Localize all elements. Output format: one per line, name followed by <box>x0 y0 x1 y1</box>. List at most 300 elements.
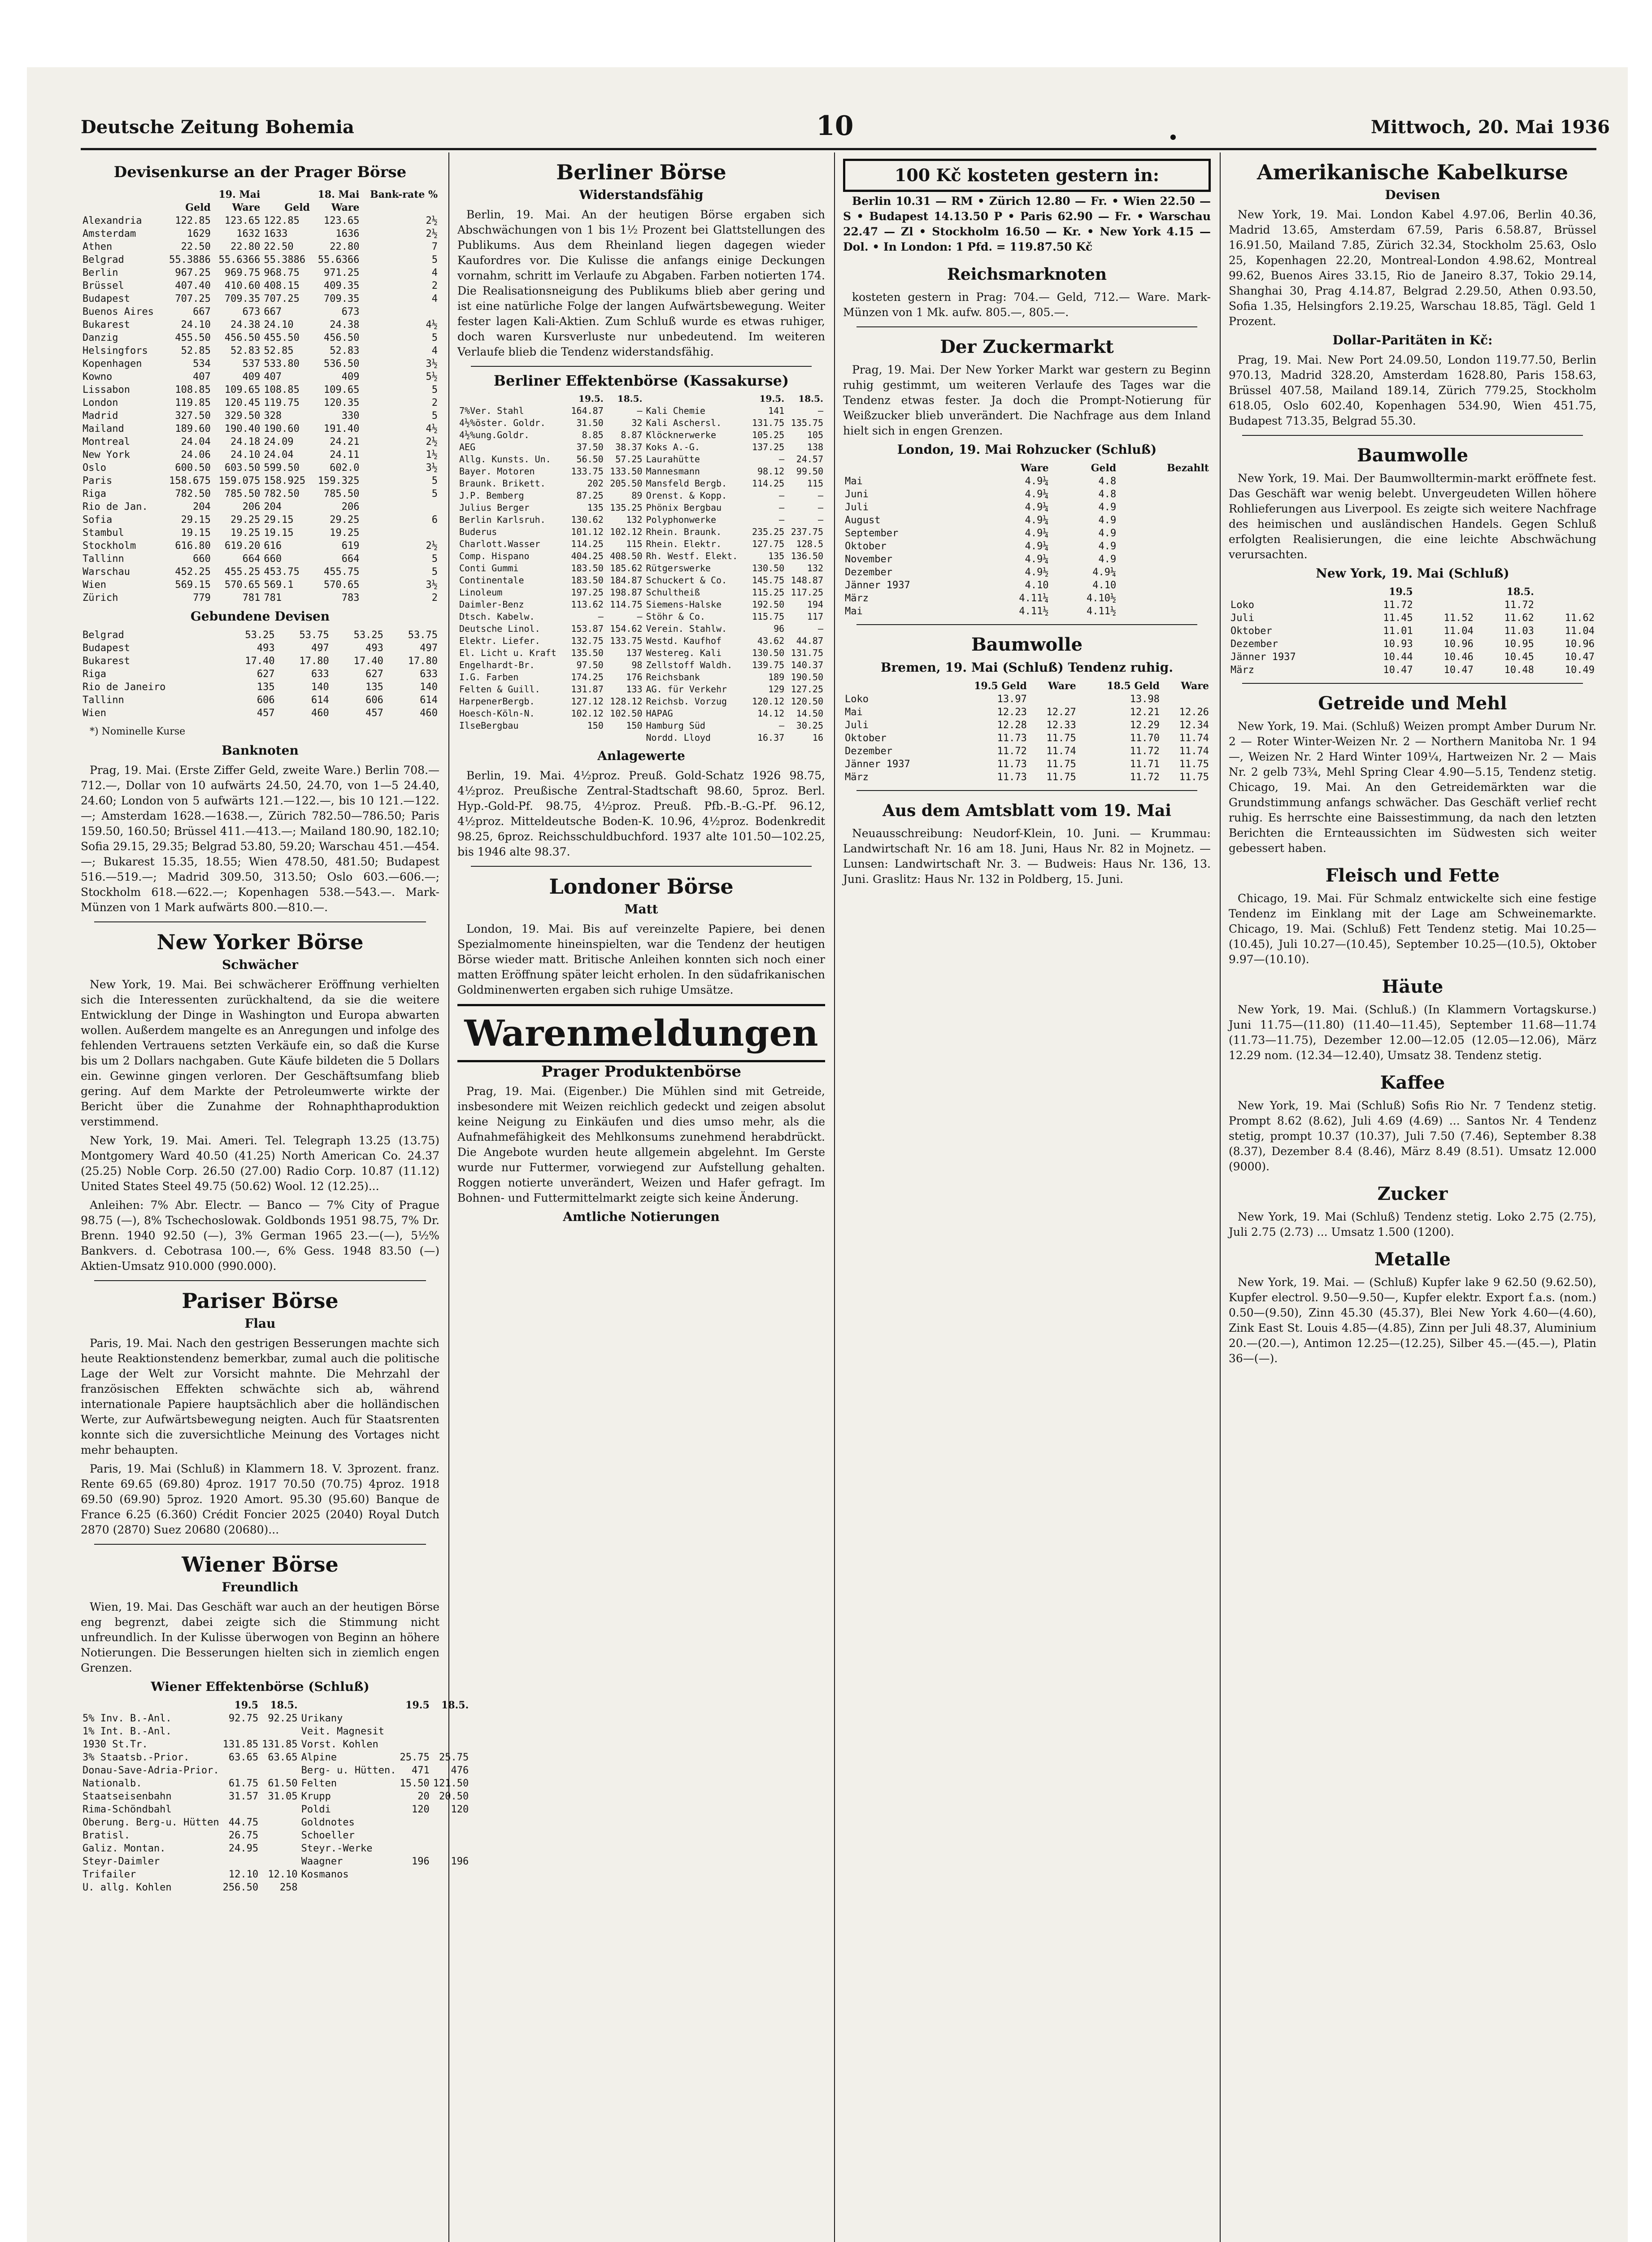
table-row <box>81 1738 470 1751</box>
table-cell: 105 <box>807 430 823 440</box>
table-cell: 127.25 <box>791 684 823 695</box>
table-cell: Loko <box>1230 600 1254 611</box>
kc-heading: 100 Kč kosteten gestern in: <box>843 159 1211 192</box>
table-cell: 4.9 <box>1098 554 1117 565</box>
paris-subtitle: Flau <box>244 1316 276 1331</box>
table-cell <box>1029 693 1078 706</box>
table-cell <box>260 1803 299 1816</box>
table-cell: Continentale <box>459 575 524 586</box>
notierungen-heading: Amtliche Notierungen <box>563 1209 720 1224</box>
table-cell <box>1536 599 1596 612</box>
header-cell <box>1415 586 1475 599</box>
table-cell: 258 <box>279 1882 298 1893</box>
table-cell: 108.85 <box>175 384 211 395</box>
table-cell: Belgrad <box>83 630 124 641</box>
table-cell: 11.72 <box>1383 600 1413 611</box>
table-row <box>81 1790 470 1803</box>
table-row <box>457 465 825 478</box>
table-cell: Vorst. Kohlen <box>301 1739 378 1750</box>
table-row <box>843 605 1211 618</box>
table-cell: 24.10 <box>181 319 211 330</box>
table-cell: — <box>779 514 785 525</box>
table-cell: 128.12 <box>610 696 643 707</box>
table-cell: Riga <box>83 669 106 680</box>
table-cell <box>398 1738 431 1751</box>
table-cell: 130.50 <box>752 647 785 658</box>
table-cell: Juli <box>845 502 869 513</box>
table-cell: 55.3886 <box>169 254 211 265</box>
table-cell: Reichsbank <box>646 672 700 682</box>
table-cell: 11.72 <box>997 746 1027 757</box>
table-cell: 627 <box>365 669 383 680</box>
table-cell: 131.85 <box>262 1739 298 1750</box>
table-cell: 409 <box>242 371 261 382</box>
table-cell: HAPAG <box>646 708 673 719</box>
table-cell: 196 <box>451 1856 469 1867</box>
table-cell: 22.50 <box>264 241 294 252</box>
table-cell: 12.10 <box>228 1869 259 1880</box>
table-cell: 17.80 <box>408 656 438 667</box>
table-cell: 5 <box>431 254 438 265</box>
table-cell: 135 <box>365 682 383 693</box>
table-cell: Verein. Stahlw. <box>646 623 727 634</box>
table-cell: Mai <box>845 606 863 617</box>
table-cell: Belgrad <box>83 254 124 265</box>
table-cell: 11.72 <box>1504 600 1534 611</box>
table-cell: 122.85 <box>264 215 300 226</box>
table-cell: 135.75 <box>791 417 823 428</box>
table-row <box>457 599 825 611</box>
table-cell: 5½ <box>426 371 438 382</box>
table-cell: Mansfeld Bergb. <box>646 478 727 489</box>
table-cell: 11.72 <box>1130 746 1160 757</box>
table-cell <box>398 1868 431 1881</box>
table-cell <box>398 1842 431 1855</box>
table-cell: Elektr. Liefer. <box>459 635 540 646</box>
table-cell: Stambul <box>83 527 124 539</box>
table-cell: 122.85 <box>175 215 211 226</box>
table-cell: 4.11½ <box>1019 606 1049 617</box>
table-cell: 12.28 <box>997 720 1027 731</box>
header-cell <box>644 393 747 405</box>
table-cell: 98.12 <box>757 466 785 477</box>
table-cell: 1632 <box>236 228 261 239</box>
table-cell: 128.5 <box>796 539 823 549</box>
table-row <box>81 1764 470 1777</box>
table-row <box>457 635 825 647</box>
table-row <box>81 331 439 344</box>
devisen-footnote: *) Nominelle Kurse <box>90 726 186 737</box>
table-cell <box>260 1816 299 1829</box>
table-cell: 31.50 <box>576 417 604 428</box>
table-cell: Juli <box>1230 613 1254 624</box>
table-row <box>81 1777 470 1790</box>
table-cell: 2½ <box>426 436 438 448</box>
table-cell: 709.35 <box>324 293 360 304</box>
table-cell: Orenst. & Kopp. <box>646 490 727 501</box>
table-row <box>81 292 439 305</box>
table-cell: Polyphonwerke <box>646 514 717 525</box>
table-cell: Kali Chemie <box>646 405 705 416</box>
table-cell: 11.74 <box>1179 733 1209 744</box>
table-cell <box>398 1829 431 1842</box>
table-cell: 148.87 <box>791 575 823 586</box>
dollar-paritaeten-text: Prag, 19. Mai. New Port 24.09.50, London 119.77.50, Berlin 970.13, Madrid 328.20, Amsterdam 1628.80, Paris 158.63, Brüssel 407.58, Mailand 189.14, Zürich 779.25, Stockholm 618.05, Oslo 602.40, Kopenhagen 534.90, Wien 451.75, Budapest 713.35, Belgrad 55.30. <box>1229 353 1596 427</box>
table-cell: Helsingfors <box>83 345 148 356</box>
table-cell: 99.50 <box>796 466 823 477</box>
table-cell: — <box>779 490 785 501</box>
divider <box>856 326 1197 327</box>
table-cell: 493 <box>365 643 383 654</box>
table-cell: Oberung. Berg-u. Hütten <box>83 1817 219 1828</box>
table-cell: 120.35 <box>324 397 360 408</box>
table-cell: Phönix Bergbau <box>646 502 722 513</box>
table-cell: — <box>817 623 823 634</box>
table-cell: 113.62 <box>571 599 604 610</box>
table-cell: — <box>817 405 823 416</box>
table-cell: AEG <box>459 442 476 452</box>
newyork-text-3: Anleihen: 7% Abr. Electr. — Banco — 7% City of Prague 98.75 (—), 8% Tschechoslowak. Goldbonds 1951 98.75, 7% Dr. Brenn. 1940 92.50 (—), 3% German 1965 23.—(—), 5½% Bankvers. d. Cebotrasa 100.—, 6% Gess. 1948 83.50 (—) Aktien-Umsatz 910.000 (990.000). <box>81 1199 439 1273</box>
table-cell: 4.9 <box>1098 528 1117 539</box>
zucker-ny-text: New York, 19. Mai (Schluß) Tendenz stetig. Loko 2.75 (2.75), Juli 2.75 (2.73) ... Umsatz 1.500 (1200). <box>1229 1210 1596 1238</box>
column-rule-3 <box>1220 152 1221 2242</box>
table-row <box>457 611 825 623</box>
table-cell: 38.37 <box>615 442 643 452</box>
page-number: 10 <box>816 110 854 142</box>
table-cell: 12.21 <box>1130 707 1160 718</box>
table-cell: März <box>845 593 869 604</box>
table-cell: 457 <box>256 708 275 719</box>
table-cell: 137.25 <box>752 442 785 452</box>
table-cell: Juli <box>845 720 869 731</box>
table-cell: Zürich <box>83 592 118 604</box>
table-cell: 29.15 <box>181 514 211 526</box>
table-row <box>81 409 439 422</box>
table-row <box>457 550 825 562</box>
reichsmark-heading: Reichsmarknoten <box>947 265 1107 284</box>
table-cell: Dezember <box>1230 639 1278 650</box>
table-cell: I.G. Farben <box>459 672 519 682</box>
table-cell: 2 <box>431 592 438 604</box>
table-cell: 456.50 <box>224 332 261 343</box>
table-cell: 176 <box>626 672 643 682</box>
table-cell: 3½ <box>426 579 438 591</box>
table-cell: 476 <box>451 1765 469 1776</box>
table-cell: 5 <box>431 475 438 487</box>
table-cell: 1½ <box>426 449 438 461</box>
table-cell: Julius Berger <box>459 502 530 513</box>
table-cell: 20.50 <box>439 1791 469 1802</box>
table-cell: 457 <box>365 708 383 719</box>
table-cell: 97.50 <box>576 660 604 670</box>
header-cell: Ware <box>1020 462 1049 474</box>
table-row <box>843 540 1211 553</box>
table-cell: 119.75 <box>264 397 300 408</box>
zucker-table-heading: London, 19. Mai Rohzucker (Schluß) <box>897 442 1157 457</box>
haute-text: New York, 19. Mai. (Schluß.) (In Klammern Vortagskurse.) Juni 11.75—(11.80) (11.40—11.45), September 11.68—11.74 (11.73—11.75), Dezember 12.00—12.05 (12.05—12.06), März 12.29 nom. (12.34—12.40), Umsatz 38. Tendenz stetig. <box>1229 1003 1596 1062</box>
table-cell: 190.40 <box>224 423 261 434</box>
table-cell: 120 <box>451 1804 469 1815</box>
table-cell: 12.26 <box>1179 707 1209 718</box>
table-row <box>81 539 439 552</box>
table-row <box>81 318 439 331</box>
table-cell: 452.25 <box>175 566 211 578</box>
table-row <box>1229 651 1596 664</box>
table-cell: 24.95 <box>228 1843 259 1854</box>
table-row <box>457 671 825 683</box>
table-cell: 627 <box>256 669 275 680</box>
table-cell: 206 <box>341 501 360 513</box>
table-cell: 785.50 <box>324 488 360 500</box>
table-cell: Wien <box>83 708 106 719</box>
table-cell: 131.85 <box>222 1739 259 1750</box>
table-cell: 19.15 <box>264 527 294 539</box>
table-cell: 24.06 <box>181 449 211 461</box>
table-cell: 150 <box>587 720 604 731</box>
table-cell: 12.10 <box>268 1869 298 1880</box>
table-cell: 11.45 <box>1383 613 1413 624</box>
table-cell: 8.85 <box>582 430 604 440</box>
table-cell: Oktober <box>1230 626 1272 637</box>
table-row <box>457 695 825 708</box>
table-cell: Mailand <box>83 423 124 434</box>
table-row <box>81 448 439 461</box>
table-cell: 4.10 <box>1092 580 1117 591</box>
table-cell: Westd. Kaufhof <box>646 635 722 646</box>
table-cell: 4.10 <box>1025 580 1049 591</box>
table-cell: 14.12 <box>757 708 785 719</box>
table-cell: 10.49 <box>1565 665 1595 676</box>
table-cell: 1930 St.Tr. <box>83 1739 148 1750</box>
table-cell: 4 <box>431 267 438 278</box>
table-cell: Allg. Kunsts. Un. <box>459 454 551 465</box>
table-row <box>81 422 439 435</box>
table-cell: Waagner <box>301 1856 343 1867</box>
table-cell: 174.25 <box>571 672 604 682</box>
waren-text: Prag, 19. Mai. (Eigenber.) Die Mühlen sind mit Getreide, insbesondere mit Weizen reichlich gedeckt und zeigen absolut keine Neigung zu Einkäufen und dies umso mehr, als die Aufnahmefähigkeit des Mehlkonsums zunehmend herabdrückt. Die Angebote wurden heute allgemein abgelehnt. Im Gerste wurde nur Futtermer, vorwiegend zur Aufstellung gehalten. Roggen notierte unverändert, Weizen und Hafer gefragt. Im Bohnen- und Futtermittelmarkt zeigte sich keine Änderung. <box>457 1085 825 1204</box>
table-cell: 25.75 <box>439 1752 469 1763</box>
table-cell: 619 <box>341 540 360 552</box>
table-cell <box>260 1764 299 1777</box>
table-cell: 4.8 <box>1098 489 1117 500</box>
table-cell: 493 <box>256 643 275 654</box>
table-cell: Lissabon <box>83 384 130 395</box>
table-cell: 22.50 <box>181 241 211 252</box>
divider <box>94 1544 426 1545</box>
table-row <box>81 1842 470 1855</box>
table-cell: 10.47 <box>1383 665 1413 676</box>
table-cell: Rhein. Braunk. <box>646 526 722 537</box>
header-cell: 19.5 Geld <box>974 680 1027 692</box>
wien-table <box>81 1699 470 1894</box>
table-cell: 782.50 <box>264 488 300 500</box>
header-cell <box>457 393 566 405</box>
table-cell: 132.75 <box>571 635 604 646</box>
table-cell: 25.75 <box>400 1752 430 1763</box>
table-cell: 460 <box>311 708 329 719</box>
london-text: London, 19. Mai. Bis auf vereinzelte Papiere, bei denen Spezialmomente hineinspielten, war die Tendenz der heutigen Börse wieder matt. Britische Anleihen konnten sich noch einer matten Eröffnung später leicht erholen. In den südafrikanischen Goldminenwerten ergaben sich ruhige Umsätze. <box>457 922 825 996</box>
table-cell: 407 <box>264 371 282 382</box>
table-cell: 11.73 <box>997 772 1027 783</box>
table-cell: 197.25 <box>571 587 604 598</box>
header-rule <box>81 148 1596 150</box>
table-cell: 11.71 <box>1130 759 1160 770</box>
table-cell: Paris <box>83 475 113 487</box>
table-cell: 19.15 <box>181 527 211 539</box>
divider <box>471 366 812 367</box>
table-cell: 115 <box>626 539 643 549</box>
table-cell: 52.83 <box>230 345 261 356</box>
table-cell: 619.20 <box>224 540 261 552</box>
zucker-table <box>843 462 1211 618</box>
table-row <box>81 474 439 487</box>
table-cell: 5 <box>431 332 438 343</box>
table-cell: 24.21 <box>330 436 360 448</box>
paris-text-2: Paris, 19. Mai (Schluß) in Klammern 18. V. 3prozent. franz. Rente 69.65 (69.80) 4proz. 1917 70.50 (70.75) 4proz. 1918 69.50 (69.90) 5proz. 1920 Amort. 95.30 (95.60) Banque de France 6.25 (6.360) Crédit Foncier 2025 (2040) Royal Dutch 2870 (2870) Suez 20680 (20680)... <box>81 1462 439 1536</box>
kabel-heading: Amerikanische Kabelkurse <box>1257 160 1568 184</box>
table-cell: 409.35 <box>324 280 360 291</box>
table-cell: 115.25 <box>752 587 785 598</box>
table-cell <box>1118 540 1211 553</box>
table-cell: 15.50 <box>400 1778 430 1789</box>
table-header-row <box>1229 586 1596 599</box>
table-row <box>457 526 825 538</box>
table-cell: 967.25 <box>175 267 211 278</box>
table-cell: Kopenhagen <box>83 358 142 369</box>
table-cell: Berlin <box>83 267 118 278</box>
table-cell: 328 <box>264 410 282 421</box>
table-cell: Berg- u. Hütten. <box>301 1765 396 1776</box>
table-row <box>843 732 1211 745</box>
table-cell: Danzig <box>83 332 118 343</box>
table-cell: August <box>845 515 881 526</box>
table-row <box>81 578 439 591</box>
table-cell: Laurahütte <box>646 454 700 465</box>
london-subtitle: Matt <box>624 902 658 917</box>
table-cell: Staatseisenbahn <box>83 1791 172 1802</box>
table-cell: Veit. Magnesit <box>301 1726 385 1737</box>
table-cell: London <box>83 397 118 408</box>
table-cell: 133 <box>626 684 643 695</box>
table-cell: Bratisl. <box>83 1830 130 1841</box>
table-cell: 3% Staatsb.-Prior. <box>83 1752 190 1763</box>
header-cell: 19.5. <box>578 393 604 404</box>
table-cell: 92.25 <box>268 1713 298 1724</box>
table-cell: 115.75 <box>752 611 785 622</box>
table-cell: 141 <box>768 405 785 416</box>
table-cell: 17.40 <box>245 656 275 667</box>
table-cell: 31.05 <box>268 1791 298 1802</box>
table-cell: 130.62 <box>571 514 604 525</box>
table-cell: 2 <box>431 397 438 408</box>
table-cell: Brüssel <box>83 280 124 291</box>
table-cell: 117.25 <box>791 587 823 598</box>
table-row <box>843 501 1211 514</box>
table-cell: 184.87 <box>610 575 643 586</box>
header-cell: Ware <box>1181 680 1209 692</box>
issue-date: Mittwoch, 20. Mai 1936 <box>1371 117 1610 138</box>
table-row <box>81 279 439 292</box>
table-cell: 633 <box>311 669 329 680</box>
table-cell: 11.52 <box>1443 613 1474 624</box>
table-cell: 55.6366 <box>218 254 261 265</box>
table-cell: 667 <box>264 306 282 317</box>
table-cell: Amsterdam <box>83 228 136 239</box>
table-row <box>81 707 439 720</box>
newyork-text-2: New York, 19. Mai. Ameri. Tel. Telegraph 13.25 (13.75) Montgomery Ward 40.50 (41.25) North American Co. 24.37 (25.25) Noble Corp. 26.50 (27.00) Radio Corp. 10.87 (11.12) United States Steel 49.75 (50.62) Wool. 12 (12.25)... <box>81 1134 439 1193</box>
table-row <box>81 500 439 513</box>
table-cell: 408.50 <box>610 551 643 561</box>
table-cell <box>361 500 439 513</box>
amtsblatt-heading: Aus dem Amtsblatt vom 19. Mai <box>882 801 1172 820</box>
table-cell: 4.9 <box>1098 515 1117 526</box>
table-cell: — <box>598 611 604 622</box>
table-cell: Tallinn <box>83 553 124 565</box>
header-cell: 18.5. <box>617 393 643 404</box>
newyork-subtitle: Schwächer <box>222 957 298 972</box>
table-cell: Wien <box>83 579 106 591</box>
table-cell: Budapest <box>83 643 130 654</box>
table-cell: — <box>779 720 785 731</box>
table-cell: — <box>637 405 643 416</box>
running-header <box>27 103 1628 148</box>
table-cell: 105.25 <box>752 430 785 440</box>
table-cell: 10.96 <box>1565 639 1595 650</box>
table-cell: 150 <box>626 720 643 731</box>
table-cell: 19.25 <box>230 527 261 539</box>
table-cell: 5 <box>431 384 438 395</box>
table-cell: 614 <box>420 695 438 706</box>
table-cell: 96 <box>774 623 785 634</box>
table-cell: 24.18 <box>230 436 261 448</box>
baumwolle-bremen-table <box>843 680 1211 784</box>
header-cell: 19.5 <box>405 1699 430 1711</box>
table-row <box>457 647 825 659</box>
table-cell: 44.75 <box>228 1817 259 1828</box>
table-cell: Mannesmann <box>646 466 700 477</box>
table-row <box>81 227 439 240</box>
table-cell <box>260 1829 299 1842</box>
table-row <box>81 1816 470 1829</box>
table-cell: 11.70 <box>1130 733 1160 744</box>
table-cell: 102.50 <box>610 708 643 719</box>
table-cell: 2½ <box>426 540 438 552</box>
header-cell: Ware <box>1048 680 1076 692</box>
table-cell: Nationalb. <box>83 1778 142 1789</box>
table-cell: 109.65 <box>324 384 360 395</box>
table-row <box>1229 599 1596 612</box>
header-cell <box>843 462 983 475</box>
header-cell: 19.5 <box>234 1699 259 1711</box>
table-cell: 159.075 <box>218 475 261 487</box>
table-cell: 136.50 <box>791 551 823 561</box>
table-cell: 138 <box>807 442 823 452</box>
table-cell: 24.11 <box>330 449 360 461</box>
table-cell: 969.75 <box>224 267 261 278</box>
table-cell: 4 <box>431 345 438 356</box>
baumwolle-ny-table <box>1229 586 1596 677</box>
table-cell: 709.35 <box>224 293 261 304</box>
table-row <box>457 720 825 732</box>
table-row <box>843 527 1211 540</box>
table-cell: 24.38 <box>330 319 360 330</box>
table-cell: 616.80 <box>175 540 211 552</box>
table-cell: New York <box>83 449 130 461</box>
header-cell: 18.5. <box>1506 586 1534 598</box>
table-cell: Donau-Save-Adria-Prior. <box>83 1765 219 1776</box>
table-cell <box>1118 475 1211 488</box>
london-heading: Londoner Börse <box>549 874 734 899</box>
